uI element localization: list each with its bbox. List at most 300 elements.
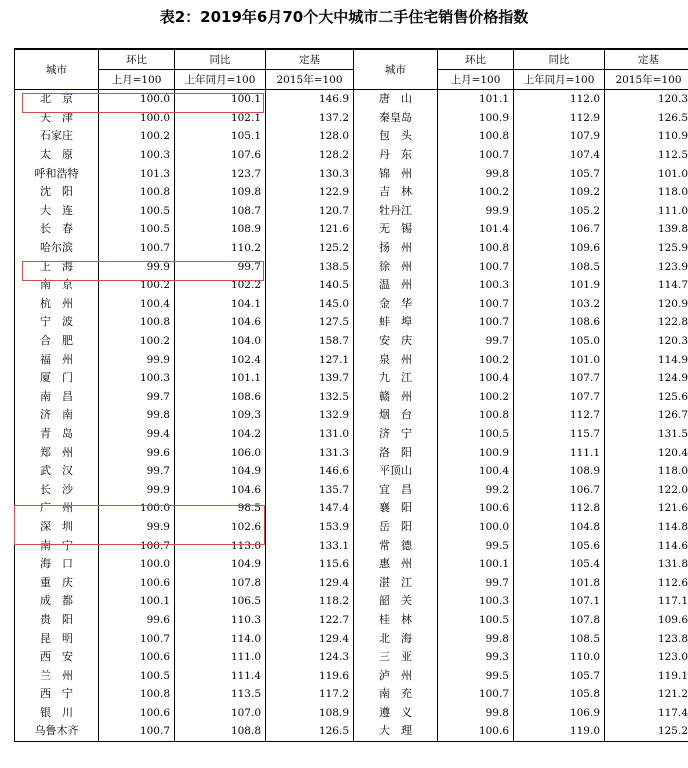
table-row bbox=[15, 443, 688, 462]
table-row bbox=[15, 90, 688, 109]
mom-cell: 99.8 bbox=[438, 164, 514, 183]
table-row bbox=[15, 611, 688, 630]
mom-cell: 100.9 bbox=[438, 109, 514, 128]
base-cell: 112.6 bbox=[605, 573, 688, 592]
table-row bbox=[15, 109, 688, 128]
city-cell: 西 宁 bbox=[15, 685, 99, 704]
city-cell: 牡丹江 bbox=[354, 202, 438, 221]
base-cell: 129.4 bbox=[266, 573, 354, 592]
base-cell: 139.8 bbox=[605, 220, 688, 239]
mom-cell: 100.9 bbox=[438, 443, 514, 462]
yoy-cell: 98.5 bbox=[175, 499, 266, 518]
mom-cell: 100.0 bbox=[99, 109, 175, 128]
mom-cell: 101.4 bbox=[438, 220, 514, 239]
yoy-cell: 107.8 bbox=[514, 611, 605, 630]
mom-cell: 99.3 bbox=[438, 648, 514, 667]
mom-cell: 100.0 bbox=[99, 499, 175, 518]
mom-cell: 100.5 bbox=[99, 666, 175, 685]
base-cell: 126.5 bbox=[266, 722, 354, 741]
base-cell: 114.9 bbox=[605, 350, 688, 369]
base-cell: 108.9 bbox=[266, 704, 354, 723]
yoy-cell: 109.2 bbox=[514, 183, 605, 202]
mom-cell: 100.7 bbox=[438, 295, 514, 314]
yoy-cell: 104.9 bbox=[175, 462, 266, 481]
yoy-cell: 104.1 bbox=[175, 295, 266, 314]
mom-cell: 100.8 bbox=[99, 685, 175, 704]
table-row bbox=[15, 573, 688, 592]
base-cell: 146.6 bbox=[266, 462, 354, 481]
yoy-cell: 105.7 bbox=[514, 666, 605, 685]
base-cell: 147.4 bbox=[266, 499, 354, 518]
table-row bbox=[15, 295, 688, 314]
mom-cell: 99.7 bbox=[99, 462, 175, 481]
mom-cell: 100.7 bbox=[438, 146, 514, 165]
city-cell: 济 南 bbox=[15, 406, 99, 425]
city-cell: 深 圳 bbox=[15, 518, 99, 537]
base-cell: 124.9 bbox=[605, 369, 688, 388]
header-yoy-left: 同比 bbox=[175, 49, 266, 70]
city-cell: 宁 波 bbox=[15, 313, 99, 332]
base-cell: 131.5 bbox=[605, 425, 688, 444]
yoy-cell: 108.7 bbox=[175, 202, 266, 221]
city-cell: 北 京 bbox=[15, 90, 99, 109]
city-cell: 石家庄 bbox=[15, 127, 99, 146]
city-cell: 银 川 bbox=[15, 704, 99, 723]
city-cell: 丹 东 bbox=[354, 146, 438, 165]
mom-cell: 99.6 bbox=[99, 611, 175, 630]
mom-cell: 100.8 bbox=[438, 239, 514, 258]
table-body bbox=[15, 90, 688, 742]
header-city-left: 城市 bbox=[15, 49, 99, 90]
yoy-cell: 108.5 bbox=[514, 629, 605, 648]
city-cell: 锦 州 bbox=[354, 164, 438, 183]
base-cell: 127.1 bbox=[266, 350, 354, 369]
base-cell: 101.0 bbox=[605, 164, 688, 183]
city-cell: 徐 州 bbox=[354, 257, 438, 276]
city-cell: 无 锡 bbox=[354, 220, 438, 239]
table-row bbox=[15, 350, 688, 369]
table-row bbox=[15, 146, 688, 165]
city-cell: 宜 昌 bbox=[354, 480, 438, 499]
city-cell: 桂 林 bbox=[354, 611, 438, 630]
city-cell: 南 京 bbox=[15, 276, 99, 295]
mom-cell: 100.7 bbox=[99, 722, 175, 741]
yoy-cell: 111.0 bbox=[175, 648, 266, 667]
yoy-cell: 109.6 bbox=[514, 239, 605, 258]
mom-cell: 100.3 bbox=[438, 276, 514, 295]
city-cell: 北 海 bbox=[354, 629, 438, 648]
base-cell: 123.0 bbox=[605, 648, 688, 667]
city-cell: 惠 州 bbox=[354, 555, 438, 574]
base-cell: 138.5 bbox=[266, 257, 354, 276]
yoy-cell: 107.7 bbox=[514, 388, 605, 407]
base-cell: 135.7 bbox=[266, 480, 354, 499]
yoy-cell: 104.8 bbox=[514, 518, 605, 537]
yoy-cell: 102.4 bbox=[175, 350, 266, 369]
mom-cell: 101.3 bbox=[99, 164, 175, 183]
yoy-cell: 110.3 bbox=[175, 611, 266, 630]
city-cell: 太 原 bbox=[15, 146, 99, 165]
city-cell: 南 宁 bbox=[15, 536, 99, 555]
base-cell: 123.8 bbox=[605, 629, 688, 648]
base-cell: 122.0 bbox=[605, 480, 688, 499]
base-cell: 121.6 bbox=[266, 220, 354, 239]
base-cell: 119.1 bbox=[605, 666, 688, 685]
city-cell: 乌鲁木齐 bbox=[15, 722, 99, 741]
table-title: 表2：2019年6月70个大中城市二手住宅销售价格指数 bbox=[159, 8, 529, 26]
mom-cell: 100.7 bbox=[438, 257, 514, 276]
yoy-cell: 101.1 bbox=[175, 369, 266, 388]
base-cell: 118.0 bbox=[605, 183, 688, 202]
yoy-cell: 107.4 bbox=[514, 146, 605, 165]
header-city-right: 城市 bbox=[354, 49, 438, 90]
mom-cell: 100.8 bbox=[438, 406, 514, 425]
city-cell: 金 华 bbox=[354, 295, 438, 314]
base-cell: 137.2 bbox=[266, 109, 354, 128]
yoy-cell: 104.2 bbox=[175, 425, 266, 444]
mom-cell: 100.5 bbox=[438, 425, 514, 444]
yoy-cell: 107.6 bbox=[175, 146, 266, 165]
city-cell: 常 德 bbox=[354, 536, 438, 555]
mom-cell: 100.2 bbox=[438, 388, 514, 407]
base-cell: 112.5 bbox=[605, 146, 688, 165]
yoy-cell: 104.6 bbox=[175, 313, 266, 332]
city-cell: 天 津 bbox=[15, 109, 99, 128]
city-cell: 安 庆 bbox=[354, 332, 438, 351]
table-row bbox=[15, 425, 688, 444]
header-mom-sub-right: 上月=100 bbox=[438, 70, 514, 90]
city-cell: 秦皇岛 bbox=[354, 109, 438, 128]
base-cell: 131.0 bbox=[266, 425, 354, 444]
base-cell: 109.6 bbox=[605, 611, 688, 630]
yoy-cell: 101.8 bbox=[514, 573, 605, 592]
table-row bbox=[15, 555, 688, 574]
base-cell: 125.6 bbox=[605, 388, 688, 407]
yoy-cell: 111.1 bbox=[514, 443, 605, 462]
mom-cell: 99.5 bbox=[438, 666, 514, 685]
city-cell: 赣 州 bbox=[354, 388, 438, 407]
header-yoy-sub-right: 上年同月=100 bbox=[514, 70, 605, 90]
base-cell: 128.2 bbox=[266, 146, 354, 165]
city-cell: 重 庆 bbox=[15, 573, 99, 592]
table-row bbox=[15, 592, 688, 611]
mom-cell: 100.8 bbox=[99, 313, 175, 332]
base-cell: 119.6 bbox=[266, 666, 354, 685]
yoy-cell: 101.0 bbox=[514, 350, 605, 369]
header-base-sub-right: 2015年=100 bbox=[605, 70, 688, 90]
base-cell: 127.5 bbox=[266, 313, 354, 332]
mom-cell: 100.4 bbox=[438, 462, 514, 481]
city-cell: 湛 江 bbox=[354, 573, 438, 592]
mom-cell: 100.6 bbox=[438, 499, 514, 518]
base-cell: 153.9 bbox=[266, 518, 354, 537]
city-cell: 长 春 bbox=[15, 220, 99, 239]
city-cell: 贵 阳 bbox=[15, 611, 99, 630]
yoy-cell: 123.7 bbox=[175, 164, 266, 183]
yoy-cell: 109.8 bbox=[175, 183, 266, 202]
base-cell: 120.3 bbox=[605, 90, 688, 109]
mom-cell: 100.6 bbox=[99, 704, 175, 723]
city-cell: 包 头 bbox=[354, 127, 438, 146]
mom-cell: 100.6 bbox=[99, 648, 175, 667]
yoy-cell: 104.9 bbox=[175, 555, 266, 574]
mom-cell: 100.2 bbox=[438, 350, 514, 369]
mom-cell: 100.4 bbox=[99, 295, 175, 314]
base-cell: 132.9 bbox=[266, 406, 354, 425]
yoy-cell: 105.2 bbox=[514, 202, 605, 221]
mom-cell: 100.5 bbox=[99, 220, 175, 239]
yoy-cell: 113.0 bbox=[175, 536, 266, 555]
table-row bbox=[15, 239, 688, 258]
mom-cell: 100.7 bbox=[99, 536, 175, 555]
base-cell: 121.2 bbox=[605, 685, 688, 704]
base-cell: 122.7 bbox=[266, 611, 354, 630]
yoy-cell: 106.7 bbox=[514, 220, 605, 239]
mom-cell: 100.3 bbox=[438, 592, 514, 611]
table-row bbox=[15, 406, 688, 425]
table-row bbox=[15, 499, 688, 518]
base-cell: 114.8 bbox=[605, 518, 688, 537]
yoy-cell: 111.4 bbox=[175, 666, 266, 685]
city-cell: 广 州 bbox=[15, 499, 99, 518]
city-cell: 唐 山 bbox=[354, 90, 438, 109]
city-cell: 青 岛 bbox=[15, 425, 99, 444]
city-cell: 昆 明 bbox=[15, 629, 99, 648]
mom-cell: 100.7 bbox=[438, 313, 514, 332]
city-cell: 南 昌 bbox=[15, 388, 99, 407]
base-cell: 111.0 bbox=[605, 202, 688, 221]
table-row bbox=[15, 666, 688, 685]
city-cell: 沈 阳 bbox=[15, 183, 99, 202]
mom-cell: 100.5 bbox=[438, 611, 514, 630]
mom-cell: 100.0 bbox=[99, 90, 175, 109]
mom-cell: 100.8 bbox=[438, 127, 514, 146]
mom-cell: 100.2 bbox=[99, 332, 175, 351]
mom-cell: 99.8 bbox=[99, 406, 175, 425]
table-row bbox=[15, 480, 688, 499]
base-cell: 118.2 bbox=[266, 592, 354, 611]
yoy-cell: 112.9 bbox=[514, 109, 605, 128]
yoy-cell: 110.0 bbox=[514, 648, 605, 667]
table-row bbox=[15, 127, 688, 146]
table-row bbox=[15, 164, 688, 183]
city-cell: 武 汉 bbox=[15, 462, 99, 481]
city-cell: 大 连 bbox=[15, 202, 99, 221]
mom-cell: 99.9 bbox=[438, 202, 514, 221]
city-cell: 杭 州 bbox=[15, 295, 99, 314]
mom-cell: 100.6 bbox=[438, 722, 514, 741]
city-cell: 济 宁 bbox=[354, 425, 438, 444]
yoy-cell: 107.1 bbox=[514, 592, 605, 611]
table-row bbox=[15, 220, 688, 239]
base-cell: 117.2 bbox=[266, 685, 354, 704]
yoy-cell: 107.9 bbox=[514, 127, 605, 146]
yoy-cell: 99.7 bbox=[175, 257, 266, 276]
mom-cell: 100.2 bbox=[99, 276, 175, 295]
mom-cell: 100.3 bbox=[99, 369, 175, 388]
table-row bbox=[15, 369, 688, 388]
yoy-cell: 112.8 bbox=[514, 499, 605, 518]
base-cell: 120.3 bbox=[605, 332, 688, 351]
city-cell: 呼和浩特 bbox=[15, 164, 99, 183]
yoy-cell: 107.0 bbox=[175, 704, 266, 723]
table-row bbox=[15, 257, 688, 276]
yoy-cell: 107.8 bbox=[175, 573, 266, 592]
header-mom-left: 环比 bbox=[99, 49, 175, 70]
base-cell: 120.7 bbox=[266, 202, 354, 221]
header-yoy-sub-left: 上年同月=100 bbox=[175, 70, 266, 90]
base-cell: 114.7 bbox=[605, 276, 688, 295]
city-cell: 襄 阳 bbox=[354, 499, 438, 518]
city-cell: 岳 阳 bbox=[354, 518, 438, 537]
city-cell: 泉 州 bbox=[354, 350, 438, 369]
city-cell: 长 沙 bbox=[15, 480, 99, 499]
yoy-cell: 106.7 bbox=[514, 480, 605, 499]
mom-cell: 99.6 bbox=[99, 443, 175, 462]
base-cell: 131.8 bbox=[605, 555, 688, 574]
yoy-cell: 107.7 bbox=[514, 369, 605, 388]
mom-cell: 100.6 bbox=[99, 573, 175, 592]
base-cell: 122.8 bbox=[605, 313, 688, 332]
header-base-left: 定基 bbox=[266, 49, 354, 70]
city-cell: 韶 关 bbox=[354, 592, 438, 611]
yoy-cell: 108.9 bbox=[175, 220, 266, 239]
base-cell: 146.9 bbox=[266, 90, 354, 109]
yoy-cell: 105.4 bbox=[514, 555, 605, 574]
base-cell: 128.0 bbox=[266, 127, 354, 146]
mom-cell: 99.8 bbox=[438, 629, 514, 648]
city-cell: 合 肥 bbox=[15, 332, 99, 351]
mom-cell: 99.8 bbox=[438, 704, 514, 723]
header-yoy-right: 同比 bbox=[514, 49, 605, 70]
mom-cell: 100.7 bbox=[438, 685, 514, 704]
yoy-cell: 110.2 bbox=[175, 239, 266, 258]
base-cell: 158.7 bbox=[266, 332, 354, 351]
yoy-cell: 106.0 bbox=[175, 443, 266, 462]
base-cell: 118.0 bbox=[605, 462, 688, 481]
table-row bbox=[15, 313, 688, 332]
city-cell: 遵 义 bbox=[354, 704, 438, 723]
base-cell: 120.9 bbox=[605, 295, 688, 314]
mom-cell: 99.7 bbox=[438, 332, 514, 351]
city-cell: 大 理 bbox=[354, 722, 438, 741]
yoy-cell: 112.7 bbox=[514, 406, 605, 425]
city-cell: 洛 阳 bbox=[354, 443, 438, 462]
yoy-cell: 115.7 bbox=[514, 425, 605, 444]
city-cell: 郑 州 bbox=[15, 443, 99, 462]
mom-cell: 100.2 bbox=[438, 183, 514, 202]
base-cell: 140.5 bbox=[266, 276, 354, 295]
base-cell: 125.2 bbox=[266, 239, 354, 258]
mom-cell: 100.3 bbox=[99, 146, 175, 165]
base-cell: 122.9 bbox=[266, 183, 354, 202]
mom-cell: 100.2 bbox=[99, 127, 175, 146]
header-base-sub-left: 2015年=100 bbox=[266, 70, 354, 90]
mom-cell: 99.9 bbox=[99, 257, 175, 276]
yoy-cell: 119.0 bbox=[514, 722, 605, 741]
mom-cell: 99.9 bbox=[99, 480, 175, 499]
table-row bbox=[15, 388, 688, 407]
mom-cell: 99.4 bbox=[99, 425, 175, 444]
base-cell: 115.6 bbox=[266, 555, 354, 574]
yoy-cell: 108.6 bbox=[514, 313, 605, 332]
yoy-cell: 106.5 bbox=[175, 592, 266, 611]
city-cell: 烟 台 bbox=[354, 406, 438, 425]
mom-cell: 99.7 bbox=[438, 573, 514, 592]
mom-cell: 100.7 bbox=[99, 239, 175, 258]
base-cell: 139.7 bbox=[266, 369, 354, 388]
yoy-cell: 108.6 bbox=[175, 388, 266, 407]
mom-cell: 100.0 bbox=[438, 518, 514, 537]
mom-cell: 100.0 bbox=[99, 555, 175, 574]
base-cell: 132.5 bbox=[266, 388, 354, 407]
yoy-cell: 102.6 bbox=[175, 518, 266, 537]
table-row bbox=[15, 722, 688, 741]
header-mom-sub-left: 上月=100 bbox=[99, 70, 175, 90]
city-cell: 哈尔滨 bbox=[15, 239, 99, 258]
city-cell: 泸 州 bbox=[354, 666, 438, 685]
yoy-cell: 112.0 bbox=[514, 90, 605, 109]
city-cell: 海 口 bbox=[15, 555, 99, 574]
base-cell: 125.9 bbox=[605, 239, 688, 258]
city-cell: 上 海 bbox=[15, 257, 99, 276]
table-row bbox=[15, 518, 688, 537]
city-cell: 成 都 bbox=[15, 592, 99, 611]
yoy-cell: 106.9 bbox=[514, 704, 605, 723]
city-cell: 温 州 bbox=[354, 276, 438, 295]
header-mom-right: 环比 bbox=[438, 49, 514, 70]
mom-cell: 99.9 bbox=[99, 350, 175, 369]
table-row bbox=[15, 685, 688, 704]
table-row bbox=[15, 202, 688, 221]
yoy-cell: 109.3 bbox=[175, 406, 266, 425]
city-cell: 厦 门 bbox=[15, 369, 99, 388]
table-row bbox=[15, 629, 688, 648]
yoy-cell: 100.1 bbox=[175, 90, 266, 109]
yoy-cell: 105.1 bbox=[175, 127, 266, 146]
base-cell: 121.6 bbox=[605, 499, 688, 518]
mom-cell: 101.1 bbox=[438, 90, 514, 109]
mom-cell: 100.1 bbox=[99, 592, 175, 611]
base-cell: 110.9 bbox=[605, 127, 688, 146]
base-cell: 126.7 bbox=[605, 406, 688, 425]
base-cell: 133.1 bbox=[266, 536, 354, 555]
yoy-cell: 108.9 bbox=[514, 462, 605, 481]
mom-cell: 100.4 bbox=[438, 369, 514, 388]
table-row bbox=[15, 332, 688, 351]
base-cell: 117.4 bbox=[605, 704, 688, 723]
base-cell: 117.1 bbox=[605, 592, 688, 611]
base-cell: 124.3 bbox=[266, 648, 354, 667]
base-cell: 129.4 bbox=[266, 629, 354, 648]
mom-cell: 100.5 bbox=[99, 202, 175, 221]
yoy-cell: 104.6 bbox=[175, 480, 266, 499]
yoy-cell: 105.8 bbox=[514, 685, 605, 704]
base-cell: 120.4 bbox=[605, 443, 688, 462]
yoy-cell: 105.7 bbox=[514, 164, 605, 183]
city-cell: 九 江 bbox=[354, 369, 438, 388]
city-cell: 平顶山 bbox=[354, 462, 438, 481]
yoy-cell: 114.0 bbox=[175, 629, 266, 648]
mom-cell: 99.9 bbox=[99, 518, 175, 537]
city-cell: 西 安 bbox=[15, 648, 99, 667]
mom-cell: 99.5 bbox=[438, 536, 514, 555]
mom-cell: 100.8 bbox=[99, 183, 175, 202]
city-cell: 兰 州 bbox=[15, 666, 99, 685]
table-row bbox=[15, 704, 688, 723]
table-row bbox=[15, 183, 688, 202]
city-cell: 蚌 埠 bbox=[354, 313, 438, 332]
